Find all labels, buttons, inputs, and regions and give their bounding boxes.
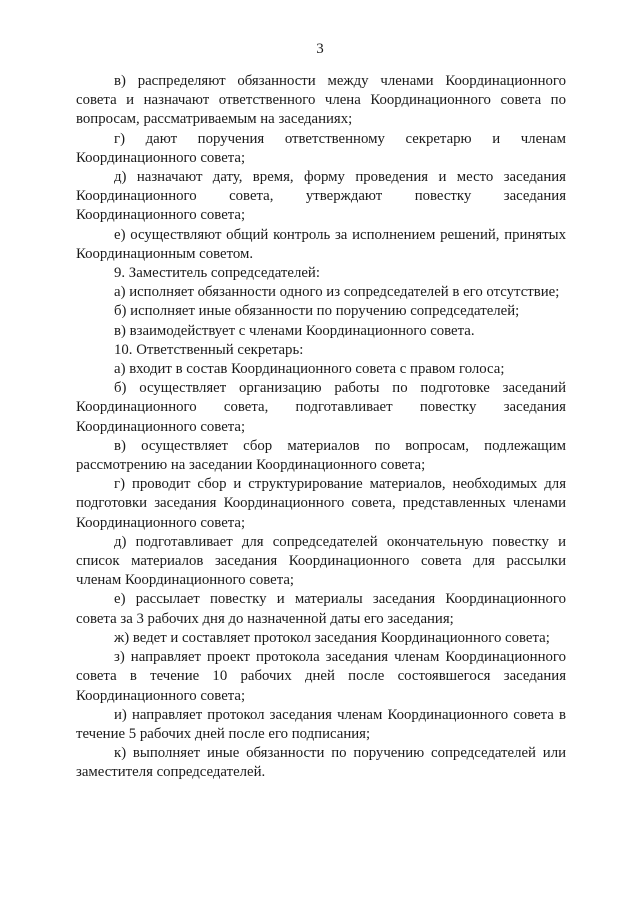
paragraph-section-10-heading: 10. Ответственный секретарь: bbox=[114, 341, 304, 358]
paragraph-9v: в) взаимодействует с членами Координационного совета. bbox=[114, 322, 475, 339]
paragraph-10b: б) осуществляет организацию работы по подготовке заседаний Координационного совета, подготавливает повестку заседания Координационного совета; bbox=[76, 380, 566, 435]
paragraph-10zh: ж) ведет и составляет протокол заседания Координационного совета; bbox=[114, 629, 550, 646]
paragraph-10e: е) рассылает повестку и материалы заседания Координационного совета за 3 рабочих дня до назначенной даты его заседания; bbox=[76, 591, 566, 627]
paragraph-section-9-heading: 9. Заместитель сопредседателей: bbox=[114, 265, 320, 282]
page-number: 3 bbox=[316, 41, 324, 57]
paragraph-10d: д) подготавливает для сопредседателей окончательную повестку и список материалов заседания Координационного совета для рассылки членам Координационного совета; bbox=[76, 533, 566, 589]
paragraph-9b: б) исполняет иные обязанности по поручению сопредседателей; bbox=[114, 303, 520, 320]
paragraph-item-g-instructions: г) дают поручения ответственному секретарю и членам Координационного совета; bbox=[76, 130, 566, 166]
document-body bbox=[76, 72, 566, 783]
paragraph-10a: а) входит в состав Координационного совета с правом голоса; bbox=[114, 361, 505, 378]
paragraph-10z: з) направляет проект протокола заседания членам Координационного совета в течение 10 рабочих дней после состоявшегося заседания Координационного совета; bbox=[76, 649, 566, 704]
paragraph-item-d-meeting-date: д) назначают дату, время, форму проведения и место заседания Координационного совета, утверждают повестку заседания Координационного совета; bbox=[76, 169, 566, 224]
paragraph-10g: г) проводит сбор и структурирование материалов, необходимых для подготовки заседания Координационного совета, представленных членами Координационного совета; bbox=[76, 476, 566, 531]
paragraph-9a: а) исполняет обязанности одного из сопредседателей в его отсутствие; bbox=[114, 284, 560, 301]
paragraph-item-v-duties: в) распределяют обязанности между членами Координационного совета и назначают ответственного члена Координационного совета по вопросам, рассматриваемым на заседаниях; bbox=[76, 73, 566, 128]
paragraph-10k: к) выполняет иные обязанности по поручению сопредседателей или заместителя сопредседателей. bbox=[76, 745, 566, 781]
paragraph-10i: и) направляет протокол заседания членам Координационного совета в течение 5 рабочих дней после его подписания; bbox=[76, 706, 566, 742]
paragraph-item-e-control: е) осуществляют общий контроль за исполнением решений, принятых Координационным советом. bbox=[76, 226, 566, 262]
paragraph-10v: в) осуществляет сбор материалов по вопросам, подлежащим рассмотрению на заседании Координационного совета; bbox=[76, 437, 566, 474]
